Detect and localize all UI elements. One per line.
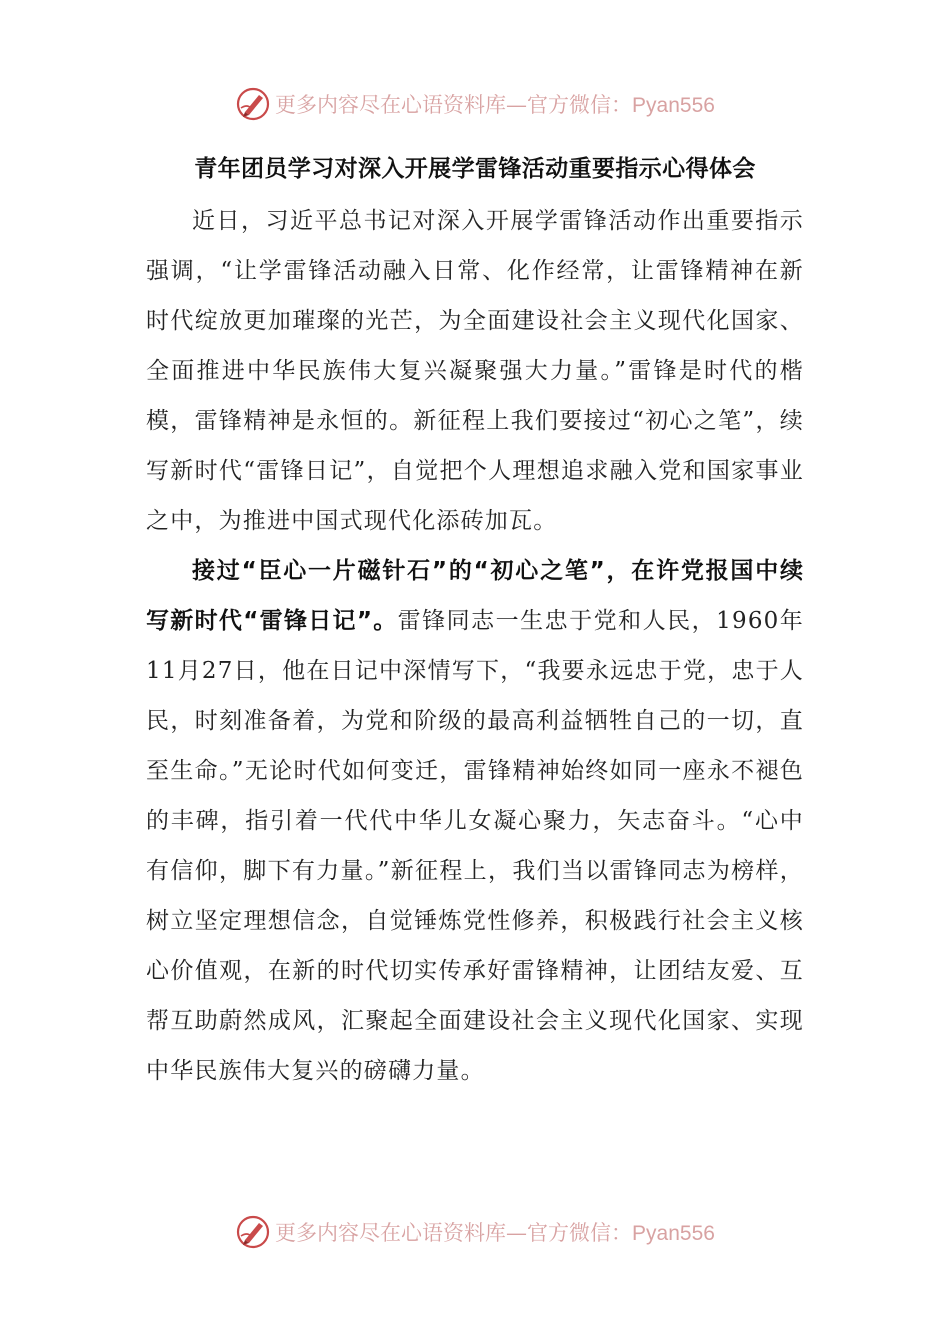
paragraph-1: [146, 196, 804, 546]
footer-watermark: [0, 1210, 950, 1254]
pen-logo-icon: [235, 86, 271, 122]
watermark-label: 更多内容尽在心语资料库—官方微信：: [275, 1221, 633, 1245]
watermark-wechat-id: Pyan556: [632, 94, 715, 117]
document-title: 青年团员学习对深入开展学雷锋活动重要指示心得体会: [194, 156, 756, 182]
document-body: [146, 196, 804, 1096]
paragraph-2-text: 雷锋同志一生忠于党和人民，1960年11月27日，他在日记中深情写下，“我要永远忠于党，忠于人民，时刻准备着，为党和阶级的最高利益牺牲自己的一切，直至生命。”无论时代如何变迁，雷锋精神始终如同一座永不褪色的丰碑，指引着一代代中华儿女凝心聚力，矢志奋斗。“心中有信仰，脚下有力量。”新征程上，我们当以雷锋同志为榜样，树立坚定理想信念，自觉锤炼党性修养，积极践行社会主义核心价值观，在新的时代切实传承好雷锋精神，让团结友爱、互帮互助蔚然成风，汇聚起全面建设社会主义现代化国家、实现中华民族伟大复兴的磅礴力量。: [146, 608, 804, 1084]
watermark-wechat-id: Pyan556: [632, 1222, 715, 1245]
paragraph-1-text: 近日，习近平总书记对深入开展学雷锋活动作出重要指示强调，“让学雷锋活动融入日常、化作经常，让雷锋精神在新时代绽放更加璀璨的光芒，为全面建设社会主义现代化国家、全面推进中华民族伟大复兴凝聚强大力量。”雷锋是时代的楷模，雷锋精神是永恒的。新征程上我们要接过“初心之笔”，续写新时代“雷锋日记”，自觉把个人理想追求融入党和国家事业之中，为推进中国式现代化添砖加瓦。: [146, 208, 804, 534]
paragraph-2-lead: 接过“臣心一片磁针石”的“初心之笔”，在许党报国中续写新时代“雷锋日记”。: [146, 558, 804, 634]
header-watermark: [0, 82, 950, 126]
paragraph-2: [146, 546, 804, 1096]
watermark-label: 更多内容尽在心语资料库—官方微信：: [275, 93, 633, 117]
pen-logo-icon: [235, 1214, 271, 1250]
